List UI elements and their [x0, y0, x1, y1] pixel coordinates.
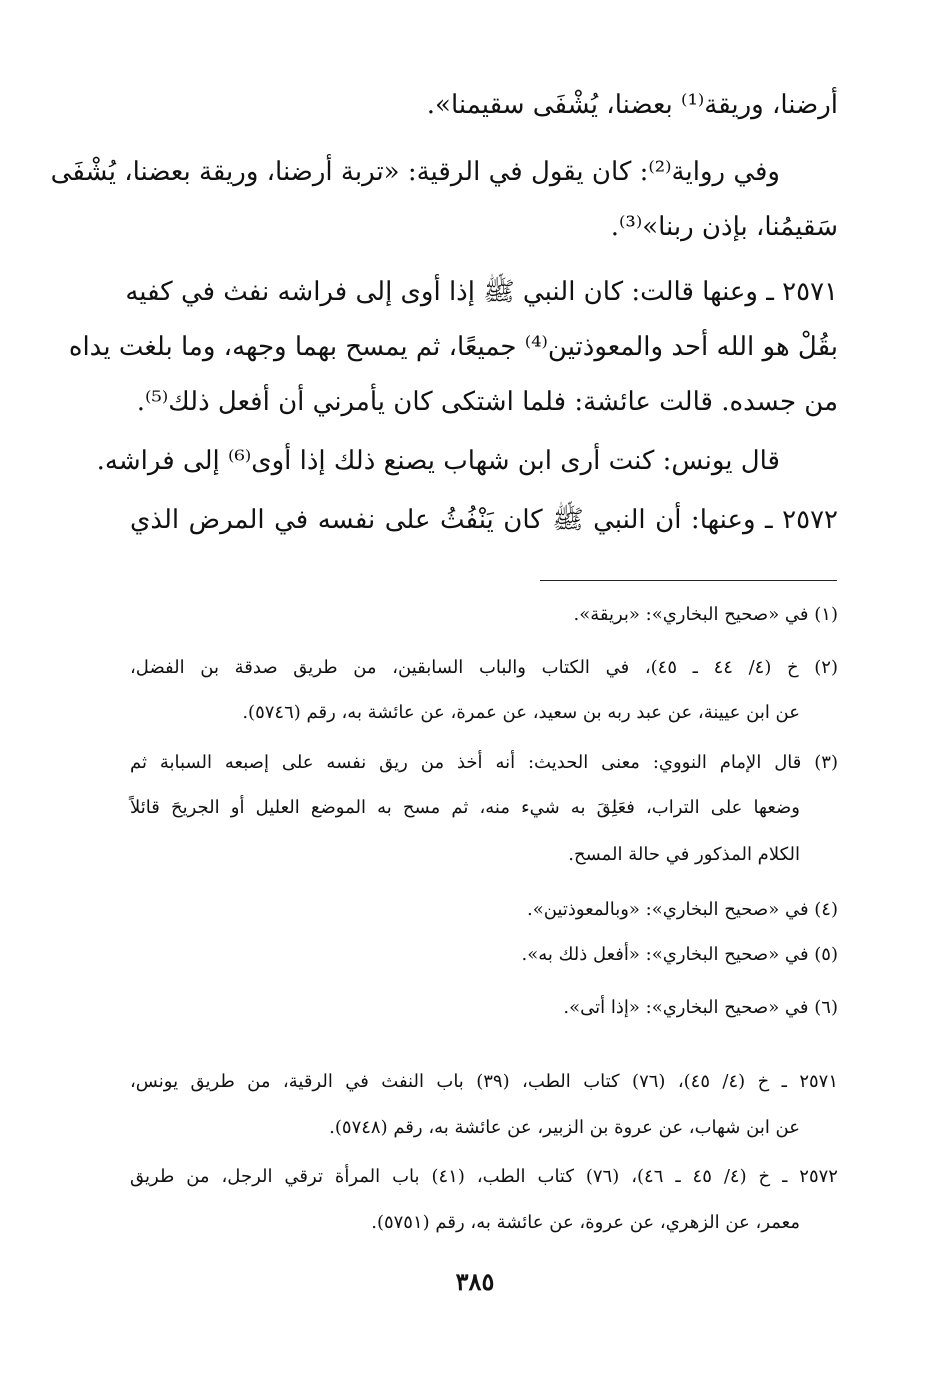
footnote-separator [540, 580, 837, 581]
footnote-1: (١) في «صحيح البخاري»: «بريقة». [573, 604, 838, 625]
main-line-2: وفي رواية⁽²⁾: كان يقول في الرقية: «تربة أرضنا، وريقة بعضنا، يُشْفَى [50, 157, 780, 187]
footnote-5: (٥) في «صحيح البخاري»: «أفعل ذلك به». [521, 944, 838, 965]
footnote-3-cont-2: الكلام المذكور في حالة المسح. [568, 844, 800, 865]
footnote-2: (٢) خ (٤/ ٤٤ ـ ٤٥)، في الكتاب والباب السابقين، من طريق صدقة بن الفضل، [130, 657, 838, 678]
source-2572: ٢٥٧٢ ـ خ (٤/ ٤٥ ـ ٤٦)، (٧٦) كتاب الطب، (٤١) باب المرأة ترقي الرجل، من طريق [130, 1166, 838, 1187]
footnote-3: (٣) قال الإمام النووي: معنى الحديث: أنه أخذ من ريق نفسه على إصبعه السبابة ثم [130, 752, 838, 773]
footnote-2-cont: عن ابن عيينة، عن عبد ربه بن سعيد، عن عمرة، عن عائشة به، رقم (٥٧٤٦). [242, 702, 800, 723]
main-line-7: قال يونس: كنت أرى ابن شهاب يصنع ذلك إذا أوى⁽⁶⁾ إلى فراشه. [96, 446, 780, 476]
main-line-4-hadith-2571: ٢٥٧١ ـ وعنها قالت: كان النبي ﷺ إذا أوى إلى فراشه نفث في كفيه [125, 277, 838, 307]
footnote-4: (٤) في «صحيح البخاري»: «وبالمعوذتين». [526, 899, 838, 920]
main-line-3: سَقيمُنا، بإذن ربنا»⁽³⁾. [610, 212, 838, 242]
main-line-5: بقُلْ هو الله أحد والمعوذتين⁽⁴⁾ جميعًا، ثم يمسح بهما وجهه، وما بلغت يداه [68, 332, 838, 362]
source-2572-cont: معمر، عن الزهري، عن عروة، عن عائشة به، رقم (٥٧٥١). [371, 1212, 800, 1233]
footnote-3-cont-1: وضعها على التراب، فعَلِقَ به شيء منه، ثم مسح به الموضع العليل أو الجريحَ قائلاً [130, 797, 800, 818]
main-line-1: أرضنا، وريقة⁽¹⁾ بعضنا، يُشْفَى سقيمنا». [426, 90, 838, 120]
main-line-6: من جسده. قالت عائشة: فلما اشتكى كان يأمرني أن أفعل ذلك⁽⁵⁾. [136, 387, 838, 417]
page-number: ٣٨٥ [455, 1267, 495, 1296]
footnote-6: (٦) في «صحيح البخاري»: «إذا أتى». [563, 997, 838, 1018]
main-line-8-hadith-2572: ٢٥٧٢ ـ وعنها: أن النبي ﷺ كان يَنْفُثُ على نفسه في المرض الذي [130, 505, 838, 535]
source-2571-cont: عن ابن شهاب، عن عروة بن الزبير، عن عائشة به، رقم (٥٧٤٨). [329, 1117, 800, 1138]
source-2571: ٢٥٧١ ـ خ (٤/ ٤٥)، (٧٦) كتاب الطب، (٣٩) باب النفث في الرقية، من طريق يونس، [130, 1071, 838, 1092]
